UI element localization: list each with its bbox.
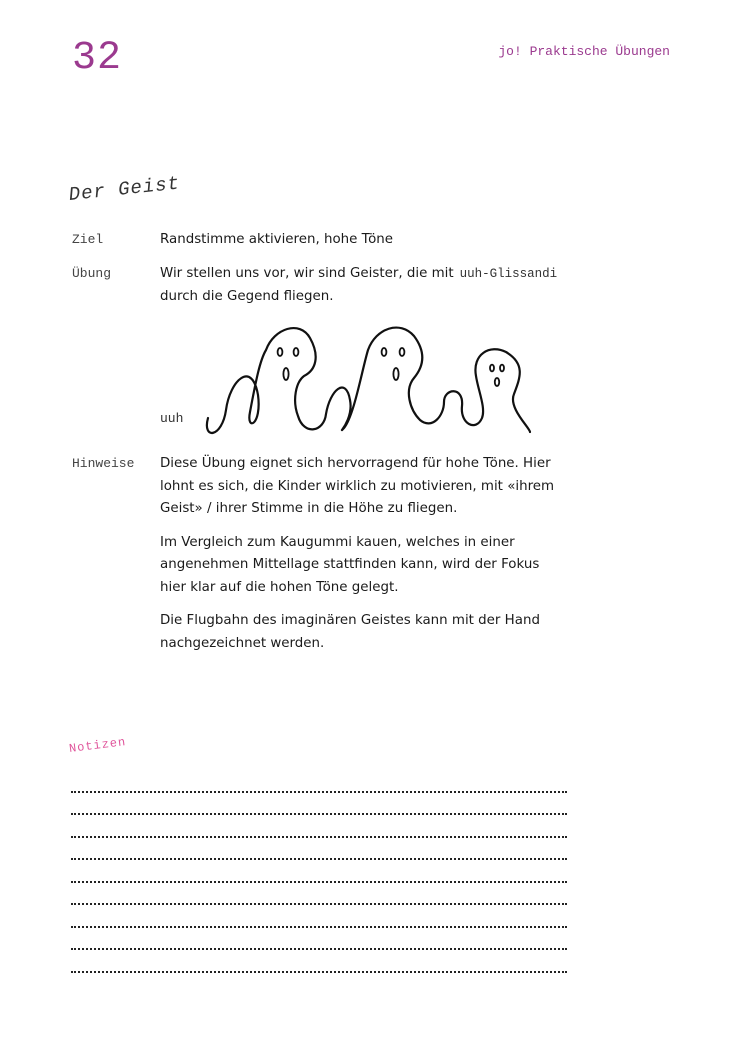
uebung-text [160,263,568,308]
uuh-label: uuh [160,411,184,426]
note-line [71,838,567,861]
uebung-label: Übung [72,266,112,281]
uebung-text-part-1: Wir stellen uns vor, wir sind Geister, die mit [160,266,454,281]
uebung-text-part-2: durch die Gegend fliegen. [160,288,334,304]
note-line [71,793,567,816]
running-head: jo! Praktische Übungen [498,44,670,59]
hinweise-label: Hinweise [72,456,135,471]
ghost-glissando-icon [200,320,540,440]
note-line [71,950,567,973]
note-lines [71,770,567,973]
note-line [71,770,567,793]
section-title: Der Geist [67,172,182,206]
uebung-text-mono: uuh-Glissandi [459,267,558,281]
note-line [71,860,567,883]
note-line [71,928,567,951]
hinweise-text [160,453,568,666]
ziel-label: Ziel [72,232,104,247]
note-line [71,905,567,928]
page-number: 32 [72,36,123,81]
hinweise-paragraph: Im Vergleich zum Kaugummi kauen, welches in einer angenehmen Mittellage stattfinden kann, wird der Fokus hier klar auf die hohen Töne gelegt. [160,534,540,595]
note-line [71,883,567,906]
hinweise-paragraph: Diese Übung eignet sich hervorragend für hohe Töne. Hier lohnt es sich, die Kinder wirklich zu motivieren, mit «ihrem Geist» / ihrer Stimme in die Höhe zu fliegen. [160,456,555,516]
note-line [71,815,567,838]
hinweise-paragraph: Die Flugbahn des imaginären Geistes kann mit der Hand nachgezeichnet werden. [160,613,540,651]
notes-title: Notizen [68,735,127,756]
ziel-text: Randstimme aktivieren, hohe Töne [160,232,394,247]
